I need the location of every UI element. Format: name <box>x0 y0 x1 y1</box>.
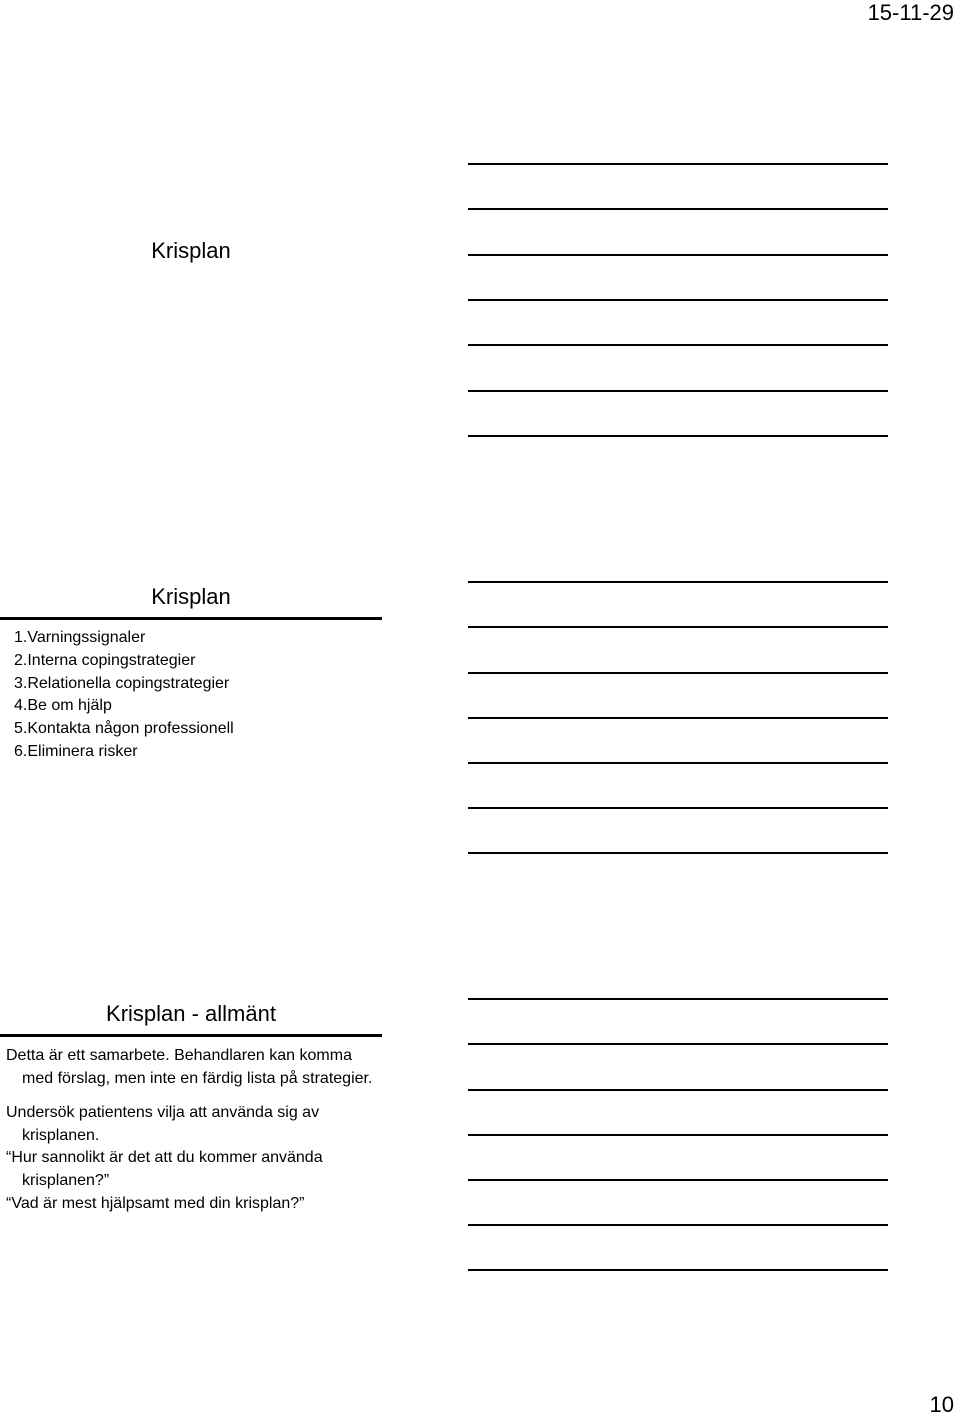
note-line <box>468 807 888 809</box>
slide-2-title: Krisplan <box>151 584 231 609</box>
note-line <box>468 163 888 165</box>
body-paragraph: “Hur sannolikt är det att du kommer använda krisplanen?” <box>6 1149 323 1189</box>
slide-3-title: Krisplan - allmänt <box>106 1001 276 1026</box>
note-line <box>468 762 888 764</box>
slide-1-title: Krisplan <box>151 238 231 263</box>
note-line <box>468 208 888 210</box>
page-number: 10 <box>929 1392 954 1417</box>
list-item: 5.Kontakta någon professionell <box>14 720 234 738</box>
slide-3-divider <box>0 1034 382 1037</box>
note-line <box>468 299 888 301</box>
note-line <box>468 1043 888 1045</box>
list-item: 1.Varningssignaler <box>14 629 146 646</box>
note-line <box>468 581 888 583</box>
body-paragraph: Detta är ett samarbete. Behandlaren kan komma med förslag, men inte en färdig lista på strategier. <box>6 1047 373 1087</box>
note-line <box>468 717 888 719</box>
body-paragraph: Undersök patientens vilja att använda sig av krisplanen. <box>6 1104 320 1144</box>
list-item: 6.Eliminera risker <box>14 742 138 760</box>
list-item: 3.Relationella copingstrategier <box>14 674 230 692</box>
note-line <box>468 344 888 346</box>
note-line <box>468 852 888 854</box>
note-line <box>468 254 888 256</box>
note-line <box>468 1269 888 1271</box>
note-line <box>468 435 888 437</box>
note-line <box>468 1224 888 1226</box>
body-paragraph: “Vad är mest hjälpsamt med din krisplan?” <box>6 1194 305 1212</box>
note-line <box>468 390 888 392</box>
header-date: 15-11-29 <box>867 0 954 25</box>
note-line <box>468 1089 888 1091</box>
note-line <box>468 998 888 1000</box>
note-line <box>468 1134 888 1136</box>
list-item: 2.Interna copingstrategier <box>14 651 196 669</box>
slide-2-divider <box>0 617 382 620</box>
slide-2-list <box>14 627 234 764</box>
list-item: 4.Be om hjälp <box>14 697 112 715</box>
note-line <box>468 672 888 674</box>
note-line <box>468 1179 888 1181</box>
slide-3-body <box>6 1045 376 1215</box>
note-line <box>468 626 888 628</box>
